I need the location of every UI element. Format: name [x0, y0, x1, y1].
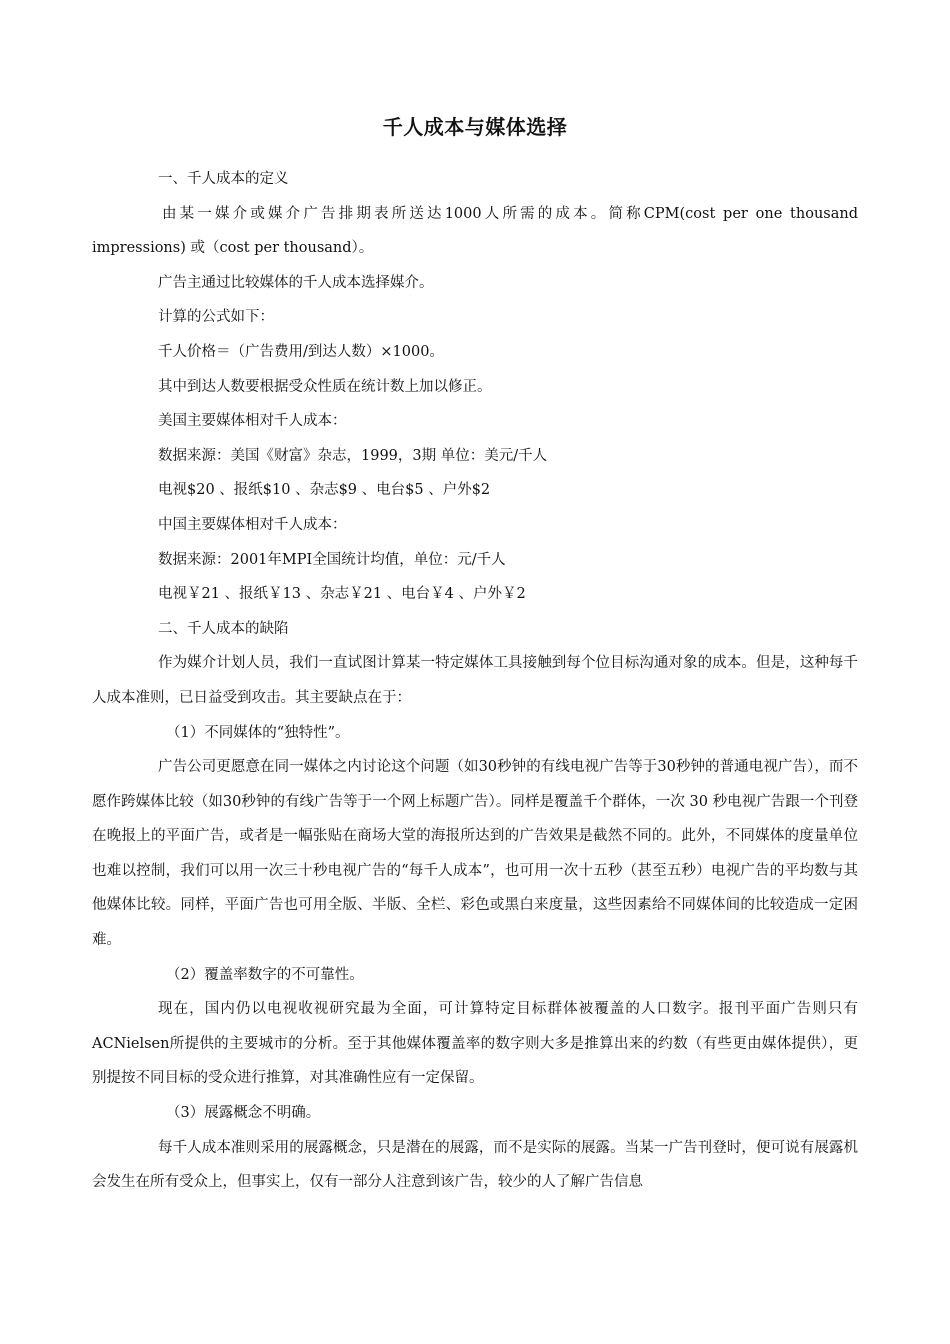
section-heading-drawbacks: 二、千人成本的缺陷 — [158, 620, 289, 637]
paragraph-us-cpm-values: 电视$20 、报纸$10 、杂志$9 、电台$5 、户外$2 — [158, 482, 491, 499]
paragraph-china-cpm-values: 电视￥21 、报纸￥13 、杂志￥21 、电台￥4 、户外￥2 — [158, 586, 526, 603]
paragraph-formula: 千人价格＝（广告费用/到达人数）×1000。 — [158, 343, 444, 360]
paragraph-cpm-definition: 由某一媒介或媒介广告排期表所送达1000人所需的成本。简称CPM(cost per one thousand impressions) 或（cost per thousand）。 — [92, 205, 858, 257]
paragraph-drawbacks-intro: 作为媒介计划人员，我们一直试图计算某一特定媒体工具接触到每个位目标沟通对象的成本。但是，这种每千人成本准则，已日益受到攻击。其主要缺点在于： — [92, 655, 858, 706]
document-body — [92, 162, 858, 1200]
list-item-coverage: （2）覆盖率数字的不可靠性。 — [166, 966, 364, 983]
paragraph-formula-intro: 计算的公式如下： — [158, 309, 274, 326]
list-item-uniqueness: （1）不同媒体的“独特性”。 — [166, 724, 350, 741]
paragraph-us-cpm-heading: 美国主要媒体相对千人成本： — [158, 413, 347, 430]
list-item-exposure: （3）展露概念不明确。 — [166, 1105, 321, 1122]
paragraph-advertiser-selection: 广告主通过比较媒体的千人成本选择媒介。 — [158, 274, 434, 291]
paragraph-china-cpm-heading: 中国主要媒体相对千人成本： — [158, 516, 347, 533]
paragraph-us-data-source: 数据来源：美国《财富》杂志，1999，3期 单位：美元/千人 — [158, 447, 548, 464]
document-title: 千人成本与媒体选择 — [382, 115, 568, 139]
section-heading-definition: 一、千人成本的定义 — [158, 171, 289, 187]
paragraph-uniqueness: 广告公司更愿意在同一媒体之内讨论这个问题（如30秒钟的有线电视广告等于30秒钟的普通电视广告），而不愿作跨媒体比较（如30秒钟的有线广告等于一个网上标题广告）。同样是覆盖千个群体，一次 30 秒电视广告跟一个刊登在晚报上的平面广告，或者是一幅张贴在商场大堂的海报所达到的广告效果是截然不同的。此外，不同媒体的度量单位也难以控制，我们可以用一次三十秒电视广告的“每千人成本”，也可用一次十五秒（甚至五秒）电视广告的平均数与其他媒体比较。同样，平面广告也可用全版、半版、全栏、彩色或黑白来度量，这些因素给不同媒体间的比较造成一定困难。 — [92, 759, 858, 949]
paragraph-coverage: 现在，国内仍以电视收视研究最为全面，可计算特定目标群体被覆盖的人口数字。报刊平面广告则只有 ACNielsen所提供的主要城市的分析。至于其他媒体覆盖率的数字则大多是推算出来的约数（有些更由媒体提供），更别提按不同目标的受众进行推算，对其准确性应有一定保留。 — [92, 1001, 858, 1087]
paragraph-china-data-source: 数据来源：2001年MPI全国统计均值，单位：元/千人 — [158, 551, 506, 568]
paragraph-exposure: 每千人成本准则采用的展露概念，只是潜在的展露，而不是实际的展露。当某一广告刊登时，便可说有展露机会发生在所有受众上，但事实上，仅有一部分人注意到该广告，较少的人了解广告信息 — [92, 1139, 858, 1191]
paragraph-reach-correction: 其中到达人数要根据受众性质在统计数上加以修正。 — [158, 378, 492, 395]
